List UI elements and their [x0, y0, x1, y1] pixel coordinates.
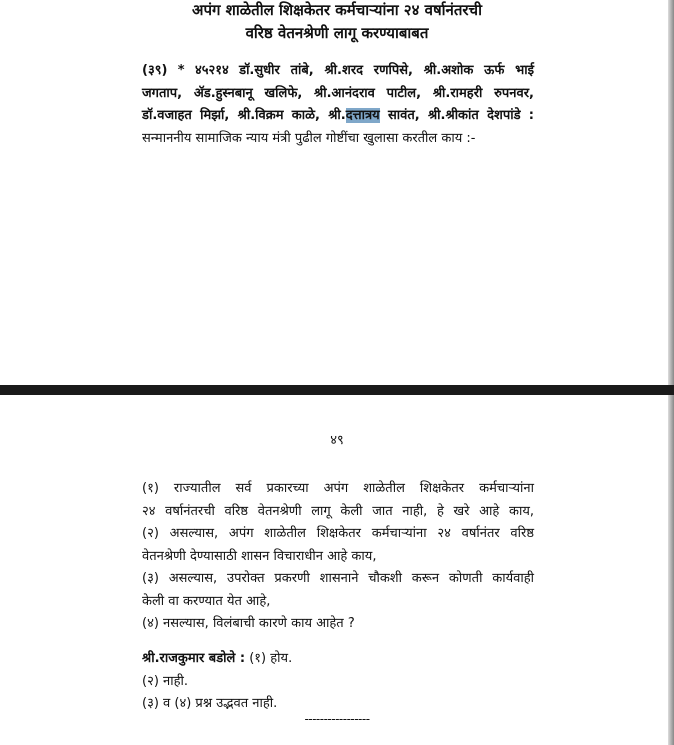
question-line-1 [142, 60, 534, 83]
question-paragraph [142, 60, 534, 150]
question-number: (३९) [142, 63, 168, 78]
sub-questions [142, 478, 534, 636]
reply-line-1 [142, 648, 534, 671]
minister-reply [142, 648, 534, 716]
reply-line-2: (२) नाही. [142, 673, 189, 689]
sub-question-line: २४ वर्षानंतरची वरिष्ठ वेतनश्रेणी लागू केली जात नाही, हे खरे आहे काय, [142, 503, 534, 519]
members-part-1: डॉ.सुधीर तांबे, श्री.शरद रणपिसे, श्री.अशोक ऊर्फ भाई [239, 63, 534, 78]
question-line-3 [142, 105, 534, 128]
reply-line-3: (३) व (४) प्रश्न उद्भवत नाही. [142, 696, 278, 711]
minister-name: श्री.राजकुमार बडोले : [142, 651, 246, 666]
starred-mark: * [177, 63, 185, 78]
sub-question-line: केली वा करण्यात येत आहे, [142, 593, 271, 609]
question-code: ४५२१४ [194, 63, 229, 78]
page-edge-shadow [668, 0, 674, 385]
title-line-2: वरिष्ठ वेतनश्रेणी लागू करण्याबाबत [245, 24, 429, 42]
question-line-2: जगताप, ॲड.हुस्नबानू खलिफे, श्री.आनंदराव पाटील, श्री.रामहरी रुपनवर, [142, 85, 534, 101]
members-part-3b: सावंत, श्री.श्रीकांत देशपांडे : [379, 108, 535, 123]
highlighted-name[interactable]: दत्तात्रय [345, 108, 380, 123]
page-break-divider [0, 385, 674, 395]
members-part-3a: डॉ.वजाहत मिर्झा, श्री.विक्रम काळे, श्री. [142, 108, 346, 123]
sub-question-line: वेतनश्रेणी देण्यासाठी शासन विचाराधीन आहे काय, [142, 548, 377, 564]
sub-question-line: (३) असल्यास, उपरोक्त प्रकरणी शासनाने चौकशी करून कोणती कार्यवाही [142, 571, 534, 586]
sub-question-line: (१) राज्यातील सर्व प्रकारच्या अपंग शाळेतील शिक्षकेतर कर्मचाऱ्यांना [142, 481, 534, 496]
sub-question-line: (२) असल्यास, अपंग शाळेतील शिक्षकेतर कर्मचाऱ्यांना २४ वर्षानंतर वरिष्ठ [142, 526, 534, 541]
reply-answer-1: (१) होय. [245, 651, 293, 666]
page-number: ४९ [330, 433, 344, 448]
end-separator: ----------------- [304, 712, 370, 726]
title-line-1: अपंग शाळेतील शिक्षकेतर कर्मचाऱ्यांना २४ वर्षानंतरची [192, 1, 482, 19]
sub-question-line: (४) नसल्यास, विलंबाची कारणे काय आहेत ? [142, 616, 355, 631]
question-line-4: सन्माननीय सामाजिक न्याय मंत्री पुढील गोष्टींचा खुलासा करतील काय :- [142, 130, 476, 146]
